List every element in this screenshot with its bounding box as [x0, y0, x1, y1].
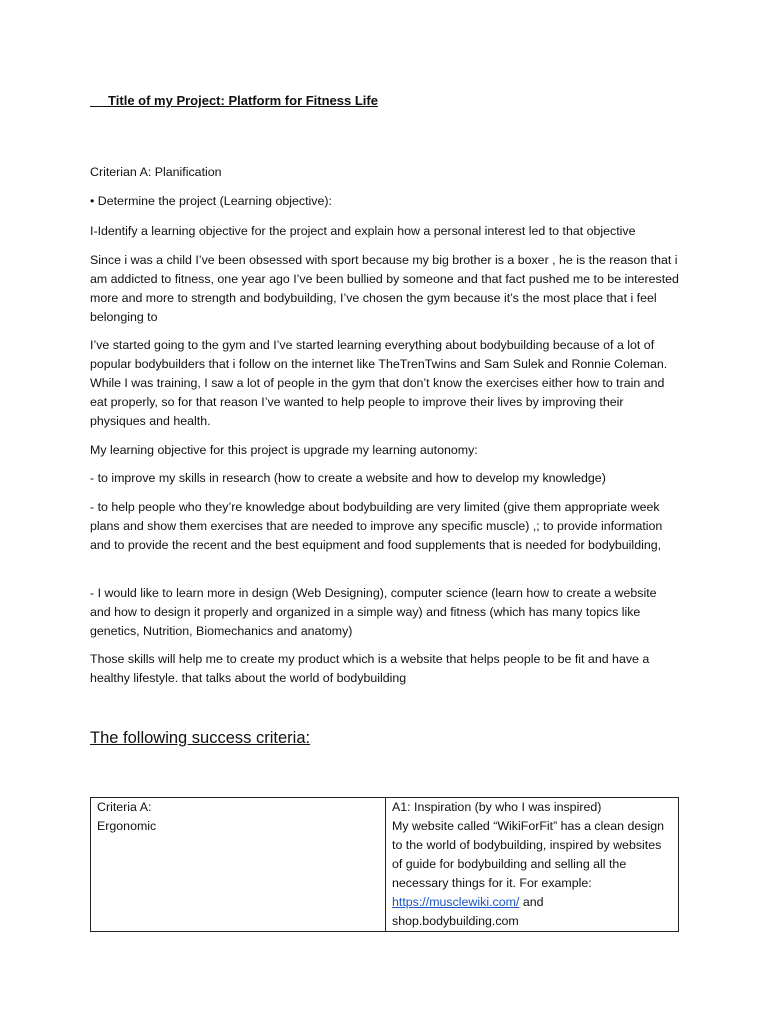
criteria-name: Ergonomic [97, 819, 157, 833]
closing-paragraph: Those skills will help me to create my product which is a website that helps people to be fit and have a healthy lifestyle. that talks about the world of bodybuilding [90, 652, 650, 685]
objective-item-design: - I would like to learn more in design (Web Designing), computer science (learn how to create a website and how to design it properly and organized in a simple way) and fitness (which has many topics like genetics, Nutrition, Biomechanics and anatomy) [90, 586, 657, 638]
identify-objective-line: I-Identify a learning objective for the project and explain how a personal interest led to that objective [90, 224, 636, 238]
project-title: Title of my Project: Platform for Fitness Life [90, 93, 378, 108]
inspiration-description: My website called “WikiForFit” has a clean design to the world of bodybuilding, inspired by websites of guide for bodybuilding and selling all the necessary things for it. For example: [392, 819, 665, 890]
objective-item-research: - to improve my skills in research (how to create a website and how to develop my knowledge) [90, 471, 606, 485]
criteria-cell [91, 798, 386, 932]
gym-story-paragraph: I’ve started going to the gym and I’ve started learning everything about bodybuilding because of a lot of popular bodybuilders that i follow on the internet like TheTrenTwins and Sam Sulek and Ronnie Coleman. While I was training, I saw a lot of people in the gym that don’t know the exercises either how to train and eat properly, so for that reason I’ve wanted to help people to improve their lives by improving their physiques and health. [90, 338, 668, 428]
bodybuilding-site-text: shop.bodybuilding.com [392, 914, 519, 928]
musclewiki-link[interactable]: https://musclewiki.com/ [392, 895, 520, 909]
inspiration-text [392, 817, 672, 931]
and-text: and [519, 895, 544, 909]
inspiration-heading: A1: Inspiration (by who I was inspired) [392, 800, 602, 814]
learning-objective-intro: My learning objective for this project is upgrade my learning autonomy: [90, 443, 478, 457]
success-criteria-table [90, 797, 679, 932]
determine-project-bullet: • Determine the project (Learning objective): [90, 194, 332, 208]
success-criteria-heading: The following success criteria: [90, 729, 311, 747]
criterian-a-label: Criterian A: Planification [90, 165, 222, 179]
criteria-label: Criteria A: [97, 800, 152, 814]
objective-item-help-people: - to help people who they’re knowledge about bodybuilding are very limited (give them appropriate week plans and show them exercises that are needed to improve any specific muscle) ,; to provide information and to provide the recent and the best equipment and food supplements that is needed for bodybuilding, [90, 500, 663, 552]
personal-story-paragraph: Since i was a child I’ve been obsessed with sport because my big brother is a boxer , he is the reason that i am addicted to fitness, one year ago I’ve been bullied by someone and that fact pushed me to be interested more and more to strength and bodybuilding, I’ve chosen the gym because it’s the most place that i feel belonging to [90, 253, 679, 324]
table-row [91, 798, 679, 932]
inspiration-cell [386, 798, 679, 932]
